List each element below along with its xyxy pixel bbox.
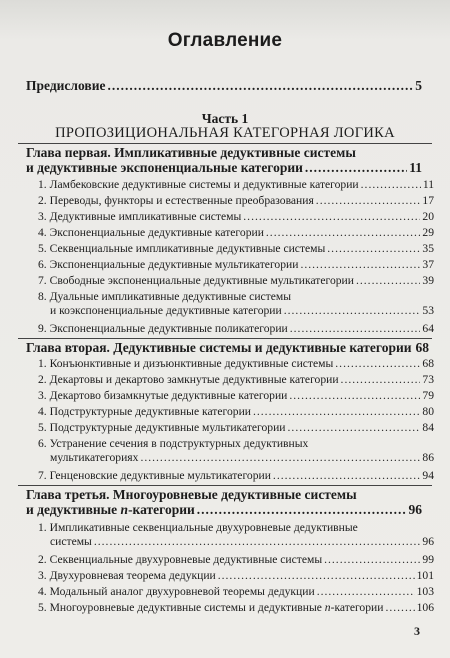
toc-item[interactable]: 1. Импликативные секвенциальные двухуровневые дедуктивные системы ..... 96 [26, 521, 434, 549]
toc-item[interactable]: 3. Дедуктивные импликативные системы ..... 20 [26, 210, 434, 224]
leader-dots [305, 160, 407, 175]
toc-item[interactable]: 4. Подструктурные дедуктивные категории ..... 80 [26, 405, 434, 419]
divider [18, 143, 432, 144]
toc-item[interactable]: 1. Конъюнктивные и дизъюнктивные дедуктивные системы ..... 68 [26, 357, 434, 371]
part-number: Часть 1 [201, 111, 249, 126]
page-title: Оглавление [167, 30, 283, 51]
chapter-3-heading[interactable] [26, 487, 422, 517]
part-name: ПРОПОЗИЦИОНАЛЬНАЯ КАТЕГОРНАЯ ЛОГИКА [55, 125, 395, 141]
divider [18, 485, 432, 486]
chapter-2-heading[interactable] [26, 340, 430, 355]
chapter-1-title-line1: Глава первая. Импликативные дедуктивные системы [26, 145, 356, 160]
toc-item[interactable]: 4. Экспоненциальные дедуктивные категории ..... 29 [26, 226, 434, 240]
page-number: 3 [414, 624, 420, 638]
preface-entry[interactable] [26, 78, 422, 93]
leader-dots [197, 502, 407, 517]
preface-page: 5 [415, 78, 422, 93]
chapter-3-page: 96 [408, 502, 422, 517]
toc-item[interactable]: 9. Экспоненциальные дедуктивные поликатегории ..... 64 [26, 322, 434, 336]
toc-item[interactable]: 7. Генценовские дедуктивные мультикатегории ..... 94 [26, 469, 434, 483]
toc-item[interactable]: 1. Ламбековские дедуктивные системы и дедуктивные категории ..... 11 [26, 178, 434, 192]
toc-item[interactable]: 7. Свободные экспоненциальные дедуктивные мультикатегории ..... 39 [26, 274, 434, 288]
toc-item[interactable]: 3. Декартово бизамкнутые дедуктивные категории ..... 79 [26, 389, 434, 403]
toc-item[interactable]: 8. Дуальные импликативные дедуктивные системы и коэкспоненциальные дедуктивные категории ..... 53 [26, 290, 434, 318]
leader-dots [107, 78, 413, 93]
chapter-2-page: 68 [415, 340, 430, 355]
toc-item[interactable]: 2. Переводы, функторы и естественные преобразования ..... 17 [26, 194, 434, 208]
chapter-3-title-line2: и дедуктивные n-категории [26, 502, 195, 517]
toc-item[interactable]: 5. Подструктурные дедуктивные мультикатегории ..... 84 [26, 421, 434, 435]
preface-label: Предисловие [26, 78, 106, 93]
toc-item[interactable]: 6. Устранение сечения в подструктурных дедуктивных мультикатегориях ..... 86 [26, 437, 434, 465]
chapter-2-title: Глава вторая. Дедуктивные системы и дедуктивные категории [26, 340, 412, 355]
toc-item[interactable]: 5. Секвенциальные импликативные дедуктивные системы ..... 35 [26, 242, 434, 256]
toc-item[interactable]: 2. Декартовы и декартово замкнутые дедуктивные категории ..... 73 [26, 373, 434, 387]
chapter-1-heading[interactable] [26, 145, 422, 175]
divider [18, 338, 432, 339]
toc-item[interactable]: 4. Модальный аналог двухуровневой теоремы дедукции ..... 103 [26, 585, 434, 599]
chapter-3-title-line1: Глава третья. Многоуровневые дедуктивные системы [26, 487, 357, 502]
toc-item[interactable]: 5. Многоуровневые дедуктивные системы и дедуктивные n-категории ..... 106 [26, 601, 434, 615]
chapter-1-page: 11 [409, 160, 422, 175]
toc-item[interactable]: 6. Экспоненциальные дедуктивные мультикатегории ..... 37 [26, 258, 434, 272]
toc-item[interactable]: 3. Двухуровневая теорема дедукции ..... 101 [26, 569, 434, 583]
toc-item[interactable]: 2. Секвенциальные двухуровневые дедуктивные системы ..... 99 [26, 553, 434, 567]
chapter-1-title-line2: и дедуктивные экспоненциальные категории [26, 160, 303, 175]
